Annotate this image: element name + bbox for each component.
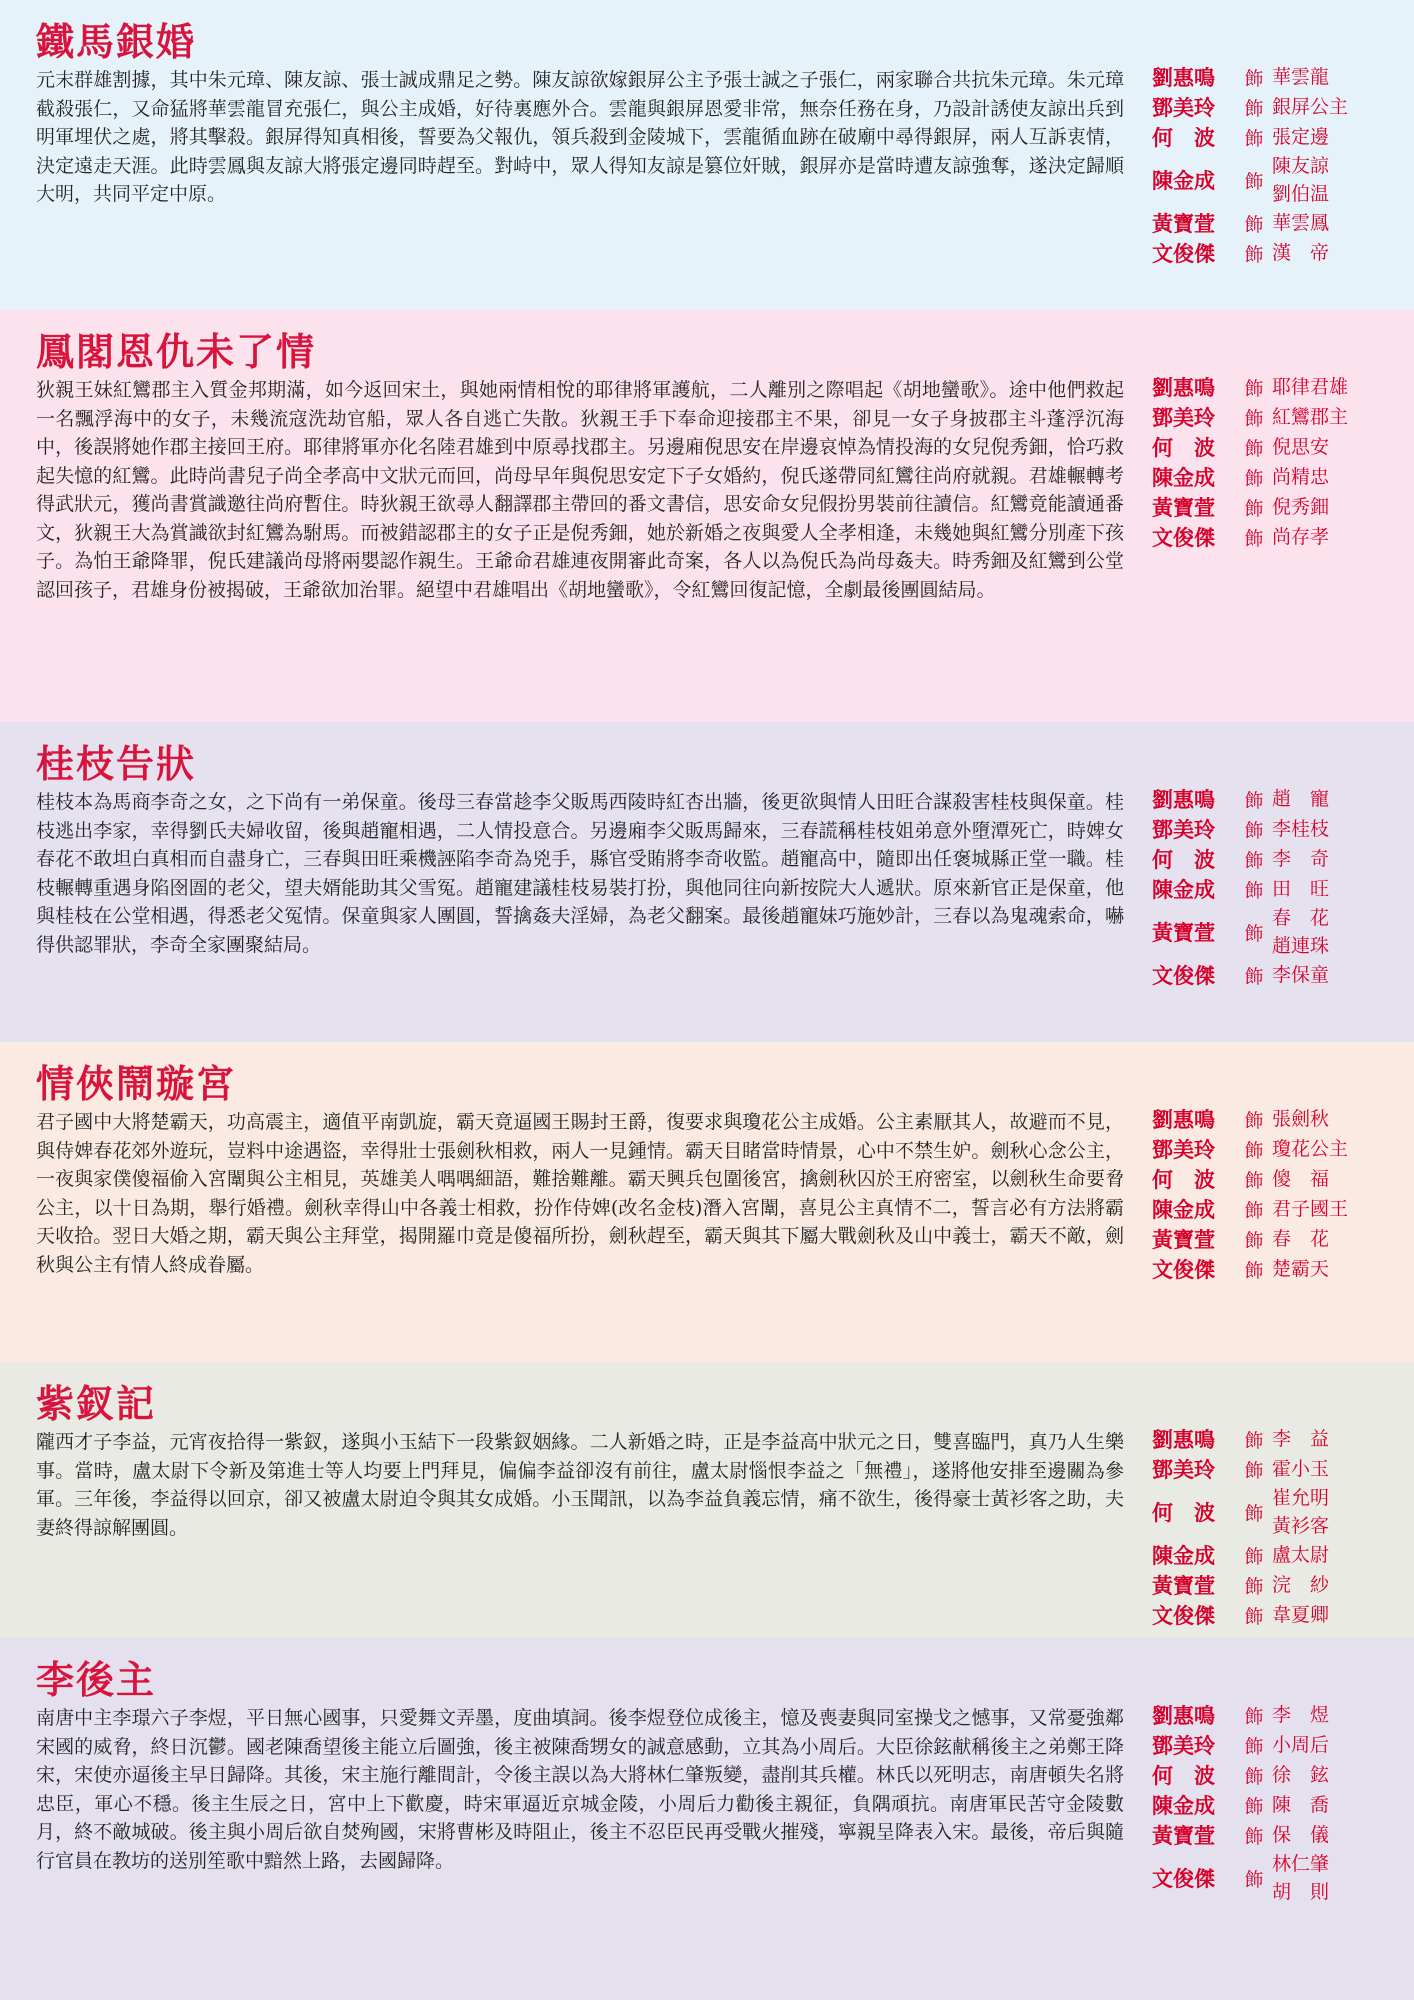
section-title: 紫釵記 [36, 1382, 157, 1426]
role-name: 春 花 [1272, 1228, 1330, 1250]
actor-name: 黃寶萱 [1152, 1227, 1215, 1252]
section-guizhi-gaozhuang [0, 722, 1414, 1042]
role-list [1272, 1195, 1348, 1223]
cast-entry [1152, 238, 1392, 268]
section-title: 桂枝告狀 [36, 742, 197, 786]
role-name: 倪思安 [1272, 436, 1330, 458]
section-synopsis: 南唐中主李璟六子李煜，平日無心國事，只愛舞文弄墨，度曲填詞。後李煜登位成後主，憶及喪妻與同室操戈之憾事，又常憂強鄰宋國的威脅，終日沉鬱。國老陳喬望後主能立后圖強，後主被陳喬甥女的誠意感動，立其為小周后。大臣徐鉉献稱後主之弟鄭王降宋，宋使亦逼後主早日歸降。其後，宋主施行離間計，令後主誤以為大將林仁肇叛變，盡削其兵權。林氏以死明志，南唐頓失名將忠臣，軍心不穩。後主生辰之日，宮中上下歡慶，時宋軍逼近京城金陵，小周后力勸後主親征，負隅頑抗。南唐軍民苦守金陵數月，終不敵城破。後主與小周后欲自焚殉國，宋將曹彬及時阻止，後主不忍臣民再受戰火摧殘，寧親呈降表入宋。最後，帝后與隨行官員在教坊的送別笙歌中黯然上路，去國歸降。 [36, 1707, 1124, 1872]
cast-entry [1152, 62, 1392, 92]
plays-as-label: 飾 [1244, 1502, 1264, 1525]
role-list [1272, 152, 1329, 208]
role-list [1272, 904, 1329, 960]
plays-as-label: 飾 [1244, 1459, 1264, 1482]
actor-name: 鄧美玲 [1152, 817, 1215, 842]
role-name: 華雲鳳 [1272, 212, 1330, 234]
role-name: 君子國王 [1272, 1198, 1349, 1220]
plays-as-label: 飾 [1244, 922, 1264, 945]
cast-entry [1152, 152, 1392, 208]
role-name: 盧太尉 [1272, 1544, 1330, 1566]
plays-as-label: 飾 [1244, 819, 1264, 842]
cast-entry [1152, 874, 1392, 904]
actor-name: 何 波 [1152, 847, 1215, 872]
actor-name: 黃寶萱 [1152, 920, 1215, 945]
plays-as-label: 飾 [1244, 170, 1264, 193]
role-name: 華雲龍 [1272, 66, 1330, 88]
plays-as-label: 飾 [1244, 377, 1264, 400]
role-name: 李 奇 [1272, 848, 1330, 870]
role-list [1272, 523, 1329, 551]
section-qingxia-naoxuangong [0, 1042, 1414, 1362]
cast-entry [1152, 1700, 1392, 1730]
plays-as-label: 飾 [1244, 1795, 1264, 1818]
cast-entry [1152, 1254, 1392, 1284]
cast-entry [1152, 492, 1392, 522]
plays-as-label: 飾 [1244, 1229, 1264, 1252]
role-name: 倪秀鈿 [1272, 496, 1330, 518]
cast-entry [1152, 1194, 1392, 1224]
actor-name: 劉惠鳴 [1152, 65, 1215, 90]
plays-as-label: 飾 [1244, 213, 1264, 236]
section-tiema-yinhun [0, 0, 1414, 310]
cast-entry [1152, 1484, 1392, 1540]
role-list [1272, 493, 1329, 521]
cast-entry [1152, 1570, 1392, 1600]
cast-entry [1152, 1790, 1392, 1820]
role-name: 楚霸天 [1272, 1258, 1330, 1280]
section-synopsis: 隴西才子李益，元宵夜拾得一紫釵，遂與小玉結下一段紫釵姻緣。二人新婚之時，正是李益高中狀元之日，雙喜臨門，真乃人生樂事。當時，盧太尉下令新及第進士等人均要上門拜見，偏偏李益卻沒有前往，盧太尉惱恨李益之「無禮」，遂將他安排至邊關為參軍。三年後，李益得以回京，卻又被盧太尉迫令與其女成婚。小玉聞訊，以為李益負義忘情，痛不欲生，後得豪士黃衫客之助，夫妻終得諒解團圓。 [36, 1431, 1124, 1539]
cast-entry [1152, 402, 1392, 432]
cast-entry [1152, 1454, 1392, 1484]
actor-name: 何 波 [1152, 125, 1215, 150]
role-list [1272, 1541, 1329, 1569]
role-name: 霍小玉 [1272, 1458, 1330, 1480]
section-synopsis: 桂枝本為馬商李奇之女，之下尚有一弟保童。後母三春當趁李父販馬西陵時紅杏出牆，後更欲與情人田旺合謀殺害桂枝與保童。桂枝逃出李家，幸得劉氏夫婦收留，後與趙寵相遇，二人情投意合。另邊廂李父販馬歸來，三春謊稱桂枝姐弟意外墮潭死亡，時婢女春花不敢坦白真相而自盡身亡，三春與田旺乘機誣陷李奇為兇手，縣官受賄將李奇收監。趙寵高中，隨即出任褒城縣正堂一職。桂枝輾轉重遇身陷囹圄的老父，望夫婿能助其父雪冤。趙寵建議桂枝易裝打扮，與他同往向新按院大人遞狀。原來新官正是保童，他與桂枝在公堂相遇，得悉老父冤情。保童與家人團圓，誓擒姦夫淫婦，為老父翻案。最後趙寵妹巧施妙計，三春以為鬼魂索命，嚇得供認罪狀，李奇全家團聚結局。 [36, 791, 1124, 956]
role-list [1272, 433, 1329, 461]
actor-name: 劉惠鳴 [1152, 1107, 1215, 1132]
plays-as-label: 飾 [1244, 127, 1264, 150]
role-list [1272, 239, 1329, 267]
plays-as-label: 飾 [1244, 1545, 1264, 1568]
cast-entry [1152, 1600, 1392, 1630]
plays-as-label: 飾 [1244, 1765, 1264, 1788]
role-list [1272, 815, 1329, 843]
actor-name: 劉惠鳴 [1152, 787, 1215, 812]
role-list [1272, 875, 1329, 903]
cast-list [1152, 1104, 1392, 1284]
role-list [1272, 1601, 1329, 1629]
cast-entry [1152, 1424, 1392, 1454]
role-name: 田 旺 [1272, 878, 1330, 900]
actor-name: 陳金成 [1152, 168, 1215, 193]
cast-list [1152, 372, 1392, 552]
section-title: 李後主 [36, 1658, 157, 1702]
cast-entry [1152, 122, 1392, 152]
cast-entry [1152, 208, 1392, 238]
role-name: 徐 鉉 [1272, 1764, 1330, 1786]
role-name: 黃衫客 [1272, 1515, 1330, 1537]
role-list [1272, 1850, 1329, 1906]
plays-as-label: 飾 [1244, 437, 1264, 460]
actor-name: 文俊傑 [1152, 1603, 1215, 1628]
actor-name: 文俊傑 [1152, 525, 1215, 550]
cast-entry [1152, 904, 1392, 960]
plays-as-label: 飾 [1244, 1868, 1264, 1891]
actor-name: 黃寶萱 [1152, 495, 1215, 520]
cast-entry [1152, 522, 1392, 552]
plays-as-label: 飾 [1244, 1575, 1264, 1598]
role-name: 李 益 [1272, 1428, 1330, 1450]
section-title: 鐵馬銀婚 [36, 20, 197, 64]
cast-entry [1152, 462, 1392, 492]
actor-name: 陳金成 [1152, 465, 1215, 490]
cast-entry [1152, 1820, 1392, 1850]
cast-entry [1152, 1134, 1392, 1164]
section-zichai-ji [0, 1362, 1414, 1638]
plays-as-label: 飾 [1244, 1139, 1264, 1162]
role-list [1272, 463, 1329, 491]
actor-name: 黃寶萱 [1152, 1573, 1215, 1598]
actor-name: 劉惠鳴 [1152, 375, 1215, 400]
cast-entry [1152, 92, 1392, 122]
cast-entry [1152, 1224, 1392, 1254]
plays-as-label: 飾 [1244, 1605, 1264, 1628]
role-name: 耶律君雄 [1272, 376, 1349, 398]
role-name: 小周后 [1272, 1734, 1330, 1756]
role-name: 浣 紗 [1272, 1574, 1330, 1596]
role-list [1272, 1791, 1329, 1819]
role-list [1272, 63, 1329, 91]
section-synopsis: 狄親王妹紅鸞郡主入質金邦期滿，如今返回宋土，與她兩情相悅的耶律將軍護航，二人離別之際唱起《胡地蠻歌》。途中他們救起一名飄浮海中的女子，未幾流寇洗劫官船，眾人各自逃亡失散。狄親王手下奉命迎接郡主不果，卻見一女子身披郡主斗蓬浮沉海中，後誤將她作郡主接回王府。耶律將軍亦化名陸君雄到中原尋找郡主。另邊廂倪思安在岸邊哀悼為情投海的女兒倪秀鈿，恰巧救起失憶的紅鸞。此時尚書兒子尚全孝高中文狀元而回，尚母早年與倪思安定下子女婚約，倪氏遂帶同紅鸞往尚府就親。君雄輾轉考得武狀元，獲尚書賞識邀往尚府暫住。時狄親王欲尋人翻譯郡主帶回的番文書信，思安命女兒假扮男裝前往讀信。紅鸞竟能讀通番文，狄親王大為賞識欲封紅鸞為駙馬。而被錯認郡主的女子正是倪秀鈿，她於新婚之夜與愛人全孝相逢，未幾她與紅鸞分別產下孩子。為怕王爺降罪，倪氏建議尚母將兩嬰認作親生。王爺命君雄連夜開審此奇案，各人以為倪氏為尚母姦夫。時秀鈿及紅鸞到公堂認回孩子，君雄身份被揭破，王爺欲加治罪。絕望中君雄唱出《胡地蠻歌》，令紅鸞回復記憶，全劇最後團圓結局。 [36, 379, 1124, 601]
role-name: 春 花 [1272, 907, 1330, 929]
actor-name: 鄧美玲 [1152, 405, 1215, 430]
role-name: 林仁肇 [1272, 1853, 1330, 1875]
role-name: 紅鸞郡主 [1272, 406, 1349, 428]
role-list [1272, 1135, 1348, 1163]
cast-list [1152, 1700, 1392, 1906]
role-list [1272, 845, 1329, 873]
plays-as-label: 飾 [1244, 67, 1264, 90]
section-synopsis: 君子國中大將楚霸天，功高震主，適值平南凱旋，霸天竟逼國王賜封王爵，復要求與瓊花公主成婚。公主素厭其人，故避而不見，與侍婢春花郊外遊玩，豈料中途遇盜，幸得壯士張劍秋相救，兩人一見鍾情。霸天目睹當時情景，心中不禁生妒。劍秋心念公主，一夜與家僕傻福偷入宮闈與公主相見，英雄美人喁喁細語，難捨難離。霸天興兵包圍後宮，擒劍秋囚於王府密室，以劍秋生命要脅公主，以十日為期，舉行婚禮。劍秋幸得山中各義士相救，扮作侍婢(改名金枝)潛入宮闈，喜見公主真情不二，誓言必有方法將霸天收拾。翌日大婚之期，霸天與公主拜堂，揭開羅巾竟是傻福所扮，劍秋趕至，霸天與其下屬大戰劍秋及山中義士，霸天不敵，劍秋與公主有情人終成眷屬。 [36, 1111, 1124, 1276]
plays-as-label: 飾 [1244, 849, 1264, 872]
plays-as-label: 飾 [1244, 467, 1264, 490]
role-list [1272, 1761, 1329, 1789]
plays-as-label: 飾 [1244, 243, 1264, 266]
actor-name: 劉惠鳴 [1152, 1703, 1215, 1728]
role-name: 崔允明 [1272, 1487, 1330, 1509]
plays-as-label: 飾 [1244, 1259, 1264, 1282]
cast-list [1152, 784, 1392, 990]
actor-name: 陳金成 [1152, 1543, 1215, 1568]
role-name: 尚精忠 [1272, 466, 1330, 488]
role-list [1272, 785, 1329, 813]
plays-as-label: 飾 [1244, 1429, 1264, 1452]
actor-name: 何 波 [1152, 1763, 1215, 1788]
role-name: 瓊花公主 [1272, 1138, 1349, 1160]
cast-entry [1152, 1850, 1392, 1906]
actor-name: 文俊傑 [1152, 1866, 1215, 1891]
plays-as-label: 飾 [1244, 497, 1264, 520]
actor-name: 陳金成 [1152, 877, 1215, 902]
actor-name: 文俊傑 [1152, 1257, 1215, 1282]
role-list [1272, 1455, 1329, 1483]
cast-entry [1152, 372, 1392, 402]
plays-as-label: 飾 [1244, 1735, 1264, 1758]
plays-as-label: 飾 [1244, 1705, 1264, 1728]
actor-name: 文俊傑 [1152, 241, 1215, 266]
role-name: 傻 福 [1272, 1168, 1330, 1190]
actor-name: 何 波 [1152, 1167, 1215, 1192]
cast-entry [1152, 814, 1392, 844]
cast-entry [1152, 960, 1392, 990]
cast-entry [1152, 784, 1392, 814]
role-list [1272, 961, 1329, 989]
role-list [1272, 1255, 1329, 1283]
role-name: 胡 則 [1272, 1881, 1330, 1903]
plays-as-label: 飾 [1244, 1825, 1264, 1848]
plays-as-label: 飾 [1244, 97, 1264, 120]
actor-name: 鄧美玲 [1152, 1457, 1215, 1482]
section-li-houzhu [0, 1638, 1414, 2000]
role-name: 李保童 [1272, 964, 1330, 986]
role-name: 李桂枝 [1272, 818, 1330, 840]
plays-as-label: 飾 [1244, 1199, 1264, 1222]
role-name: 銀屏公主 [1272, 96, 1349, 118]
section-synopsis: 元末群雄割據，其中朱元璋、陳友諒、張士誠成鼎足之勢。陳友諒欲嫁銀屏公主予張士誠之子張仁，兩家聯合共抗朱元璋。朱元璋截殺張仁，又命猛將華雲龍冒充張仁，與公主成婚，好待裏應外合。雲龍與銀屏恩愛非常，無奈任務在身，乃設計誘使友諒出兵到明軍埋伏之處，將其擊殺。銀屏得知真相後，誓要為父報仇，領兵殺到金陵城下，雲龍循血跡在破廟中尋得銀屏，兩人互訴衷情，決定遠走天涯。此時雲鳳與友諒大將張定邊同時趕至。對峙中，眾人得知友諒是篡位奸賊，銀屏亦是當時遭友諒強奪，遂決定歸順大明，共同平定中原。 [36, 69, 1124, 205]
actor-name: 鄧美玲 [1152, 1137, 1215, 1162]
role-list [1272, 1484, 1329, 1540]
plays-as-label: 飾 [1244, 789, 1264, 812]
role-name: 趙 寵 [1272, 788, 1330, 810]
actor-name: 何 波 [1152, 1500, 1215, 1525]
role-name: 尚存孝 [1272, 526, 1330, 548]
role-name: 張劍秋 [1272, 1108, 1330, 1130]
plays-as-label: 飾 [1244, 1109, 1264, 1132]
cast-entry [1152, 1104, 1392, 1134]
role-list [1272, 1731, 1329, 1759]
cast-entry [1152, 1164, 1392, 1194]
actor-name: 鄧美玲 [1152, 1733, 1215, 1758]
cast-entry [1152, 844, 1392, 874]
cast-list [1152, 1424, 1392, 1630]
role-list [1272, 1821, 1329, 1849]
role-list [1272, 1165, 1329, 1193]
actor-name: 陳金成 [1152, 1793, 1215, 1818]
role-list [1272, 1701, 1329, 1729]
section-fengge-enchou [0, 310, 1414, 722]
role-name: 韋夏卿 [1272, 1604, 1330, 1626]
role-name: 李 煜 [1272, 1704, 1330, 1726]
actor-name: 劉惠鳴 [1152, 1427, 1215, 1452]
role-name: 陳友諒 [1272, 155, 1330, 177]
plays-as-label: 飾 [1244, 1169, 1264, 1192]
role-name: 漢 帝 [1272, 242, 1330, 264]
plays-as-label: 飾 [1244, 407, 1264, 430]
role-list [1272, 1425, 1329, 1453]
role-list [1272, 123, 1329, 151]
role-list [1272, 403, 1348, 431]
plays-as-label: 飾 [1244, 965, 1264, 988]
role-list [1272, 373, 1348, 401]
section-title: 情俠鬧璇宮 [36, 1062, 237, 1106]
actor-name: 文俊傑 [1152, 963, 1215, 988]
actor-name: 黃寶萱 [1152, 1823, 1215, 1848]
role-list [1272, 93, 1348, 121]
role-name: 趙連珠 [1272, 935, 1330, 957]
plays-as-label: 飾 [1244, 527, 1264, 550]
role-list [1272, 1571, 1329, 1599]
role-name: 陳 喬 [1272, 1794, 1330, 1816]
cast-entry [1152, 1540, 1392, 1570]
cast-list [1152, 62, 1392, 268]
actor-name: 陳金成 [1152, 1197, 1215, 1222]
section-title: 鳳閣恩仇未了情 [36, 330, 317, 374]
role-list [1272, 209, 1329, 237]
cast-entry [1152, 432, 1392, 462]
plays-as-label: 飾 [1244, 879, 1264, 902]
cast-entry [1152, 1730, 1392, 1760]
role-name: 張定邊 [1272, 126, 1330, 148]
actor-name: 黃寶萱 [1152, 211, 1215, 236]
actor-name: 鄧美玲 [1152, 95, 1215, 120]
role-name: 劉伯温 [1272, 183, 1330, 205]
role-list [1272, 1225, 1329, 1253]
role-name: 保 儀 [1272, 1824, 1330, 1846]
cast-entry [1152, 1760, 1392, 1790]
role-list [1272, 1105, 1329, 1133]
actor-name: 何 波 [1152, 435, 1215, 460]
